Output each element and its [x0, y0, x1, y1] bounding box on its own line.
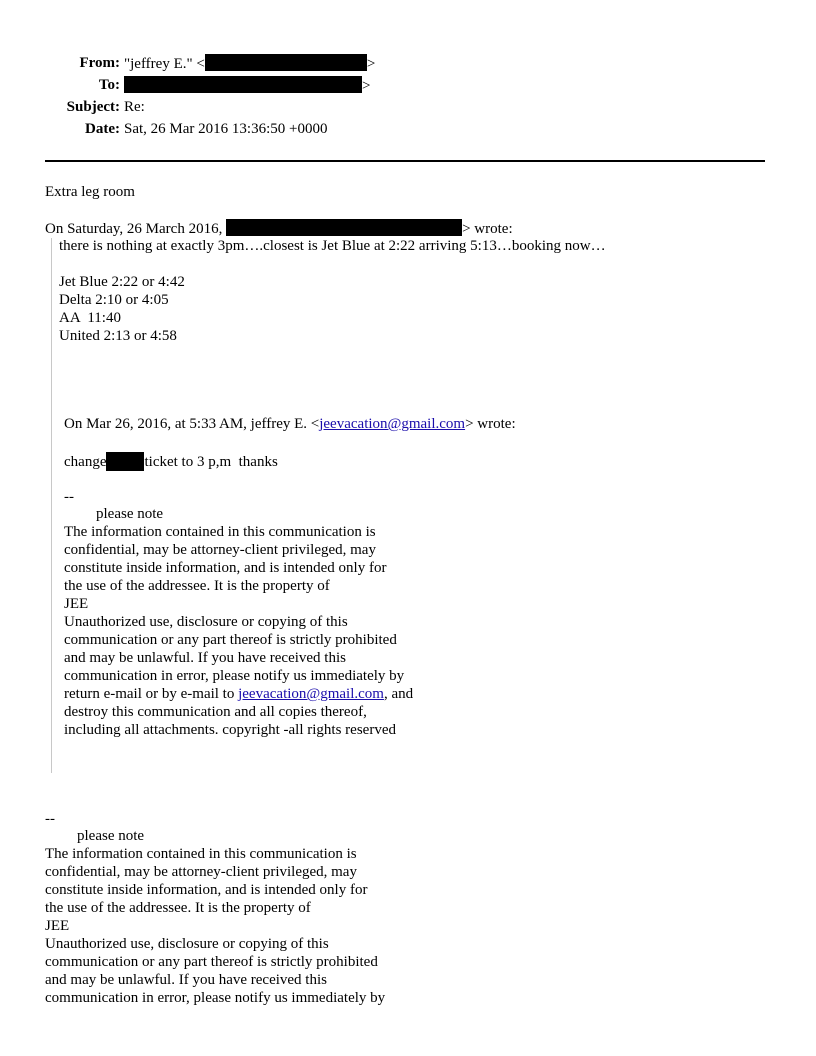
disclaimer-line: communication or any part thereof is strictly prohibited [45, 954, 378, 970]
nested-attribution [64, 415, 516, 433]
disclaimer-line: confidential, may be attorney-client privileged, may [45, 864, 357, 880]
flight-option: AA 11:40 [59, 310, 121, 326]
quote-text: there is nothing at exactly 3pm….closest is Jet Blue at 2:22 arriving 5:13…booking now… [59, 238, 606, 254]
date-value: Sat, 26 Mar 2016 13:36:50 +0000 [124, 121, 328, 137]
attribution-prefix: On Saturday, 26 March 2016, [45, 221, 223, 237]
disclaimer-line: communication or any part thereof is strictly prohibited [64, 632, 397, 648]
subject-label: Subject: [66, 99, 120, 115]
disclaimer-line: including all attachments. copyright -all rights reserved [64, 722, 396, 738]
subject-value: Re: [124, 99, 145, 115]
flight-option: Delta 2:10 or 4:05 [59, 292, 169, 308]
from-label: From: [79, 55, 120, 71]
email-link[interactable]: jeevacation@gmail.com [319, 416, 466, 432]
redaction [226, 219, 462, 236]
disclaimer-line: JEE [45, 918, 70, 934]
signature-dashes: -- [64, 489, 74, 505]
nested-attribution-suffix: > wrote: [465, 416, 516, 432]
change-request [64, 452, 278, 471]
disclaimer-line: The information contained in this communication is [45, 846, 357, 862]
disclaimer-line: the use of the addressee. It is the property of [45, 900, 311, 916]
disclaimer-line: communication in error, please notify us immediately by [64, 668, 405, 684]
reply-text: Extra leg room [45, 184, 135, 200]
redaction [205, 54, 367, 71]
email-link[interactable]: jeevacation@gmail.com [238, 686, 384, 702]
disclaimer-line: confidential, may be attorney-client privileged, may [64, 542, 376, 558]
disclaimer-line: The information contained in this communication is [64, 524, 376, 540]
signature-note: please note [96, 506, 164, 522]
disclaimer-line: Unauthorized use, disclosure or copying of this [64, 614, 348, 630]
from-name: "jeffrey E." < [124, 56, 205, 72]
redaction [106, 452, 144, 471]
nested-attribution-prefix: On Mar 26, 2016, at 5:33 AM, jeffrey E. < [64, 416, 320, 432]
to-close: > [362, 78, 371, 94]
flight-option: United 2:13 or 4:58 [59, 328, 177, 344]
return-prefix: return e-mail or by e-mail to [64, 686, 235, 702]
header-divider [45, 160, 765, 162]
disclaimer-line: constitute inside information, and is intended only for [45, 882, 368, 898]
change-suffix: ticket to 3 p,m thanks [144, 454, 278, 470]
attribution-suffix: > wrote: [462, 221, 513, 237]
signature-dashes: -- [45, 811, 55, 827]
quote-bar [51, 238, 52, 773]
attribution [45, 219, 513, 238]
to-value [124, 76, 370, 95]
disclaimer-line: Unauthorized use, disclosure or copying of this [45, 936, 329, 952]
disclaimer-line: and may be unlawful. If you have received this [64, 650, 346, 666]
return-suffix: , and [383, 686, 414, 702]
change-prefix: change [64, 454, 107, 470]
disclaimer-line: constitute inside information, and is intended only for [64, 560, 387, 576]
disclaimer-line [64, 685, 413, 703]
disclaimer-line: JEE [64, 596, 89, 612]
disclaimer-line: the use of the addressee. It is the property of [64, 578, 330, 594]
signature-note: please note [77, 828, 145, 844]
from-close: > [366, 56, 376, 72]
disclaimer-line: and may be unlawful. If you have received this [45, 972, 327, 988]
flight-option: Jet Blue 2:22 or 4:42 [59, 274, 185, 290]
disclaimer-line: destroy this communication and all copies thereof, [64, 704, 367, 720]
disclaimer-line: communication in error, please notify us immediately by [45, 990, 386, 1006]
to-label: To: [98, 77, 120, 93]
from-value [124, 54, 375, 73]
redaction [124, 76, 362, 93]
date-label: Date: [85, 121, 120, 137]
